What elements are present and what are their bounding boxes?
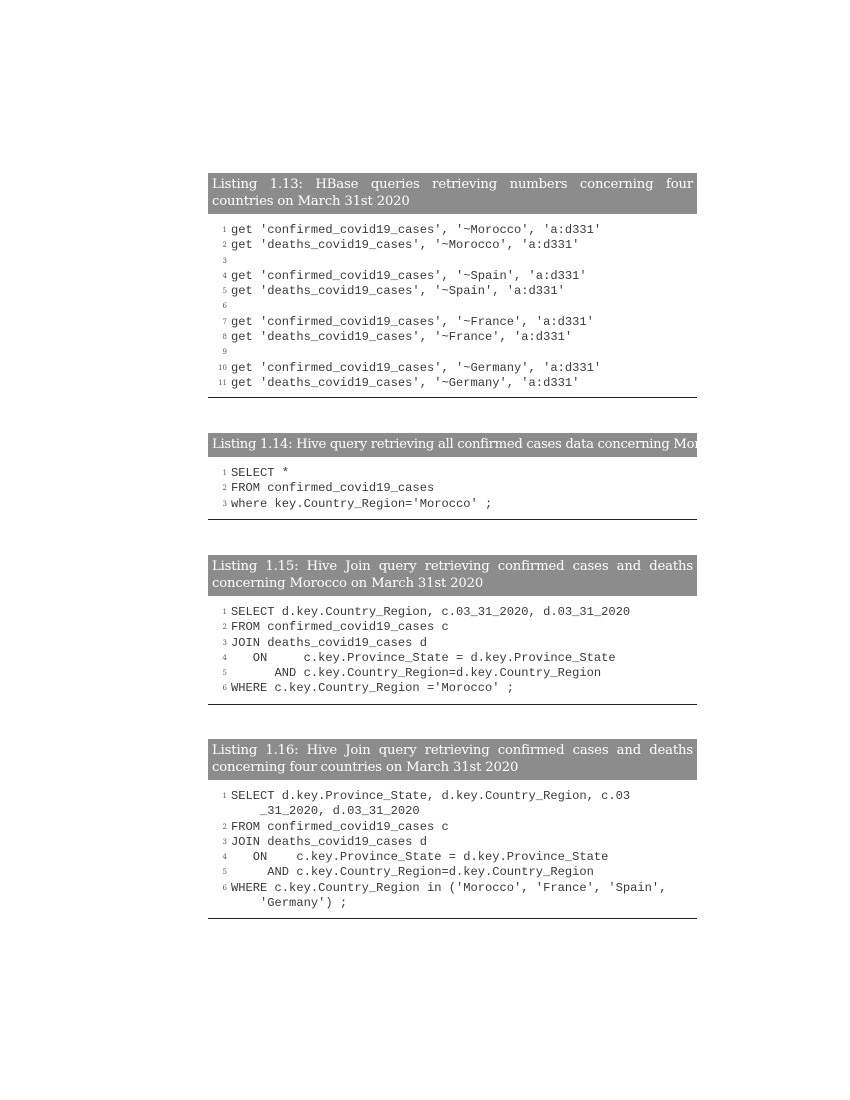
code-text: FROM confirmed_covid19_cases c [231,620,449,635]
code-text: get 'deaths_covid19_cases', '~Germany', 'a:d331' [231,375,580,390]
listing-1-16 [208,739,697,911]
code-line [208,651,697,666]
code-text: ON c.key.Province_State = d.key.Province_State [231,650,616,665]
code-text-wrapped [231,881,697,912]
code-block [208,223,697,391]
code-line [208,299,697,314]
code-text: get 'confirmed_covid19_cases', '~Spain', 'a:d331' [231,268,587,283]
line-number: 4 [222,653,227,662]
listing-bottom-rule [208,397,697,398]
code-line [208,223,697,238]
code-line [208,376,697,391]
code-text: WHERE c.key.Country_Region in ('Morocco', 'France', 'Spain', [231,880,667,895]
code-text: JOIN deaths_covid19_cases d [231,834,427,849]
code-text: AND c.key.Country_Region=d.key.Country_Region [231,666,602,681]
listing-bottom-rule [208,704,697,705]
code-line [208,881,697,912]
code-block [208,789,697,911]
code-continuation: 'Germany') ; [231,896,348,911]
listing-bottom-rule [208,519,697,520]
line-number: 5 [222,669,227,678]
code-line [208,850,697,865]
code-line [208,269,697,284]
code-text: SELECT d.key.Province_State, d.key.Country_Region, c.03 [231,789,631,803]
code-line [208,481,697,496]
code-block [208,466,697,512]
code-text [231,254,697,269]
listing-caption: Listing 1.14: Hive query retrieving all confirmed cases data concerning Morocco [208,433,697,457]
code-line [208,315,697,330]
code-line [208,330,697,345]
line-number: 4 [222,271,227,280]
code-line [208,238,697,253]
code-line [208,789,697,820]
line-number: 11 [218,378,227,387]
code-line [208,345,697,360]
code-line [208,361,697,376]
code-text [231,299,697,314]
line-number: 2 [222,623,227,632]
code-line [208,636,697,651]
listing-bottom-rule [208,918,697,919]
code-text: get 'confirmed_covid19_cases', '~France', 'a:d331' [231,314,594,329]
code-line [208,284,697,299]
code-text: SELECT * [231,466,290,480]
code-line [208,835,697,850]
code-continuation: _31_2020, d.03_31_2020 [231,804,420,819]
listing-caption: Listing 1.15: Hive Join query retrieving confirmed cases and deaths concerning Morocco on March 31st 2020 [208,555,697,596]
code-block [208,605,697,697]
line-number: 6 [222,684,227,693]
code-text: SELECT d.key.Country_Region, c.03_31_2020, d.03_31_2020 [231,605,631,619]
line-number: 5 [222,287,227,296]
line-number: 1 [222,469,227,477]
code-text: get 'deaths_covid19_cases', '~Spain', 'a:d331' [231,284,565,299]
line-number: 3 [222,638,227,647]
code-text: ON c.key.Province_State = d.key.Province_State [231,850,609,865]
code-line [208,605,697,620]
line-number: 3 [222,256,227,265]
line-number: 1 [222,608,227,616]
line-number: 2 [222,822,227,831]
code-text: AND c.key.Country_Region=d.key.Country_Region [231,865,594,880]
line-number: 4 [222,853,227,862]
code-line [208,466,697,481]
code-text: FROM confirmed_covid19_cases c [231,819,449,834]
line-number: 3 [222,499,227,508]
code-line [208,620,697,635]
listing-caption: Listing 1.13: HBase queries retrieving numbers concerning four countries on March 31st 2020 [208,173,697,214]
code-text: get 'deaths_covid19_cases', '~Morocco', 'a:d331' [231,238,580,253]
code-text: get 'confirmed_covid19_cases', '~Germany', 'a:d331' [231,360,602,375]
line-number: 7 [222,317,227,326]
code-text: FROM confirmed_covid19_cases [231,481,435,496]
listing-1-14 [208,433,730,512]
line-number: 6 [222,302,227,311]
code-text: WHERE c.key.Country_Region ='Morocco' ; [231,681,515,696]
code-text: where key.Country_Region='Morocco' ; [231,496,493,511]
listing-1-15 [208,555,697,697]
listing-caption: Listing 1.16: Hive Join query retrieving confirmed cases and deaths concerning four countries on March 31st 2020 [208,739,697,780]
line-number: 6 [222,883,227,892]
code-text: get 'deaths_covid19_cases', '~France', 'a:d331' [231,330,573,345]
code-line [208,865,697,880]
code-text [231,345,697,360]
code-line [208,681,697,696]
code-line [208,820,697,835]
line-number: 10 [218,363,227,372]
code-line [208,666,697,681]
line-number: 3 [222,837,227,846]
code-text-wrapped [231,789,697,820]
listing-1-13 [208,173,697,391]
code-text: get 'confirmed_covid19_cases', '~Morocco', 'a:d331' [231,223,602,237]
line-number: 5 [222,868,227,877]
code-line [208,497,697,512]
line-number: 8 [222,333,227,342]
line-number: 2 [222,241,227,250]
line-number: 2 [222,484,227,493]
line-number: 9 [222,348,227,357]
line-number: 1 [222,792,227,800]
code-line [208,254,697,269]
line-number: 1 [222,226,227,234]
code-text: JOIN deaths_covid19_cases d [231,635,427,650]
